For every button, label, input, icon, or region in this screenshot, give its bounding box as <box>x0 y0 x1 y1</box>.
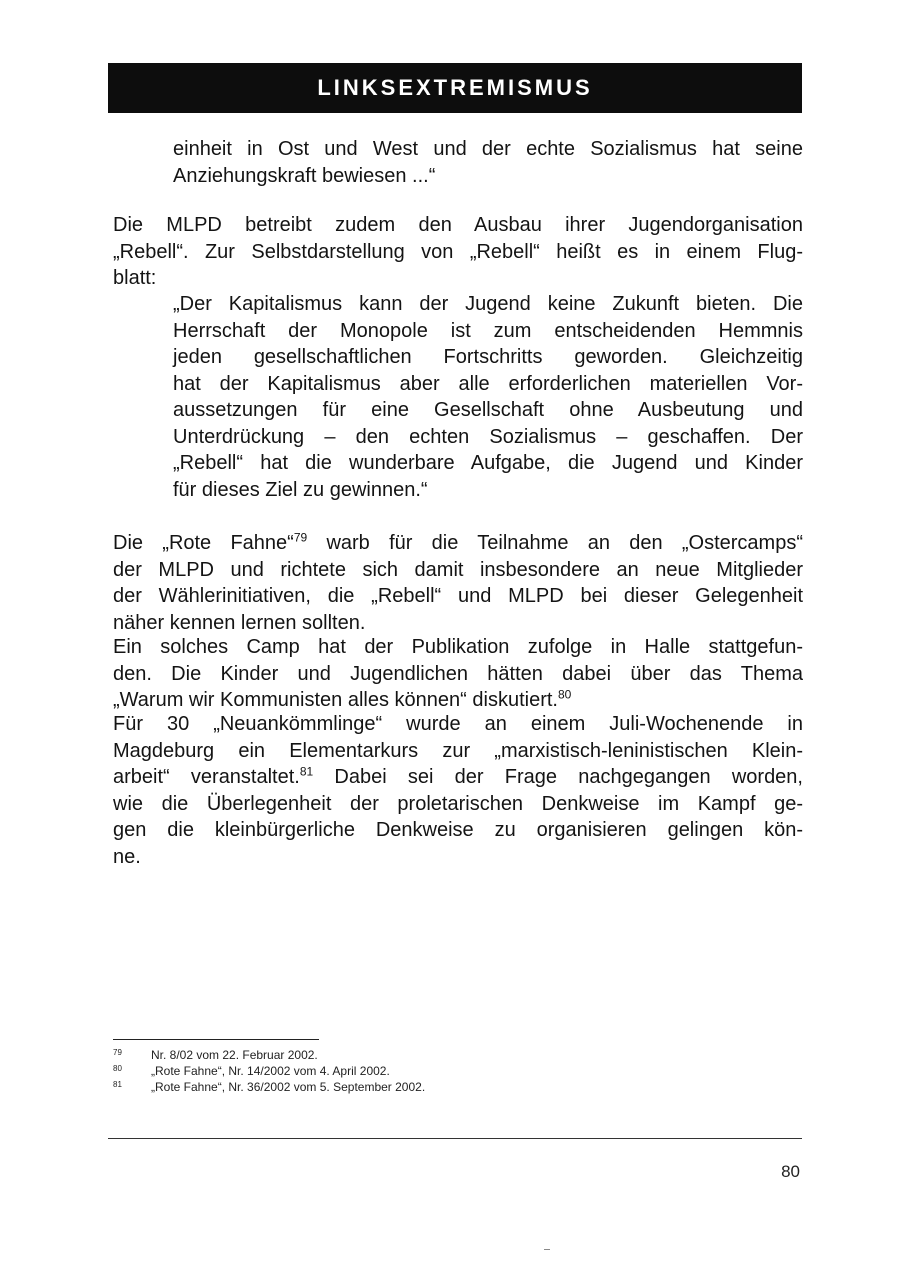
text-line: aussetzungen für eine Gesellschaft ohne Ausbeutung und <box>173 399 803 421</box>
text-line <box>113 687 803 714</box>
paragraph-magdeburg-course <box>113 711 803 870</box>
footnote-ref-81[interactable]: 81 <box>299 764 314 779</box>
footnote-80 <box>113 1063 713 1079</box>
text-line: Herrschaft der Monopole ist zum entscheidenden Hemmnis <box>173 319 803 342</box>
text-segment: Die „Rote Fahne“ <box>113 532 294 554</box>
footnote-ref-80[interactable]: 80 <box>557 687 572 702</box>
text-line: Magdeburg ein Elementarkurs zur „marxistisch-leninistischen Klein- <box>113 739 803 762</box>
text-segment: Dabei sei der Frage nachgegangen worden, <box>313 766 803 788</box>
paragraph-halle-camp <box>113 634 803 714</box>
text-line: der MLPD und richtete sich damit insbesondere an neue Mitglieder <box>113 558 803 581</box>
paragraph-quote-continuation <box>173 136 803 189</box>
scan-artifact <box>544 1249 550 1250</box>
text-line <box>113 764 803 791</box>
text-line: „Rebell“. Zur Selbstdarstellung von „Rebell“ heißt es in einem Flug- <box>113 240 803 263</box>
text-line: gen die kleinbürgerliche Denkweise zu organisieren gelingen kön- <box>113 819 803 841</box>
paragraph-ostercamps <box>113 530 803 636</box>
text-line: blatt: <box>113 267 157 289</box>
footnote-ref-79[interactable]: 79 <box>293 530 308 545</box>
footnote-text: „Rote Fahne“, Nr. 36/2002 vom 5. September 2002. <box>151 1080 426 1094</box>
text-line: näher kennen lernen sollten. <box>113 611 366 634</box>
footnote-number: 80 <box>113 1064 122 1073</box>
section-header: LINKSEXTREMISMUS <box>108 63 802 113</box>
footnote-text: „Rote Fahne“, Nr. 14/2002 vom 4. April 2002. <box>151 1064 390 1078</box>
footnote-number: 81 <box>113 1080 122 1089</box>
footnote-79 <box>113 1047 713 1063</box>
text-line <box>113 530 803 557</box>
text-line: Die MLPD betreibt zudem den Ausbau ihrer Jugendorganisation <box>113 214 803 236</box>
text-line: für dieses Ziel zu gewinnen.“ <box>173 478 428 501</box>
text-line: ne. <box>113 845 141 868</box>
page-number: 80 <box>781 1162 800 1181</box>
footnote-number: 79 <box>113 1048 122 1057</box>
text-line: der Wählerinitiativen, die „Rebell“ und MLPD bei dieser Gelegenheit <box>113 585 803 607</box>
text-line: einheit in Ost und West und der echte Sozialismus hat seine <box>173 138 803 160</box>
text-line: Unterdrückung – den echten Sozialismus – geschaffen. Der <box>173 425 803 448</box>
text-line: Für 30 „Neuankömmlinge“ wurde an einem Juli-Wochenende in <box>113 713 803 735</box>
text-line: hat der Kapitalismus aber alle erforderlichen materiellen Vor- <box>173 372 803 395</box>
text-line: Anziehungskraft bewiesen ...“ <box>173 164 436 187</box>
text-line: Ein solches Camp hat der Publikation zufolge in Halle stattgefun- <box>113 636 803 658</box>
text-line: jeden gesellschaftlichen Fortschritts geworden. Gleichzeitig <box>173 346 803 368</box>
page-footer-divider <box>108 1138 802 1139</box>
footnote-text: Nr. 8/02 vom 22. Februar 2002. <box>151 1048 318 1062</box>
footnotes <box>113 1047 713 1095</box>
text-segment: warb für die Teilnahme an den „Ostercamps“ <box>307 532 803 554</box>
footnote-divider <box>113 1039 319 1040</box>
text-line: den. Die Kinder und Jugendlichen hätten dabei über das Thema <box>113 662 803 685</box>
text-line: „Rebell“ hat die wunderbare Aufgabe, die Jugend und Kinder <box>173 452 803 474</box>
text-segment: „Warum wir Kommunisten alles können“ diskutiert. <box>113 689 558 711</box>
block-quote-flyer <box>173 291 803 503</box>
text-segment: arbeit“ veranstaltet. <box>113 766 300 788</box>
footnote-81 <box>113 1079 713 1095</box>
text-line: wie die Überlegenheit der proletarischen Denkweise im Kampf ge- <box>113 792 803 815</box>
text-line: „Der Kapitalismus kann der Jugend keine Zukunft bieten. Die <box>173 293 803 315</box>
paragraph-rebell-intro <box>113 212 803 292</box>
